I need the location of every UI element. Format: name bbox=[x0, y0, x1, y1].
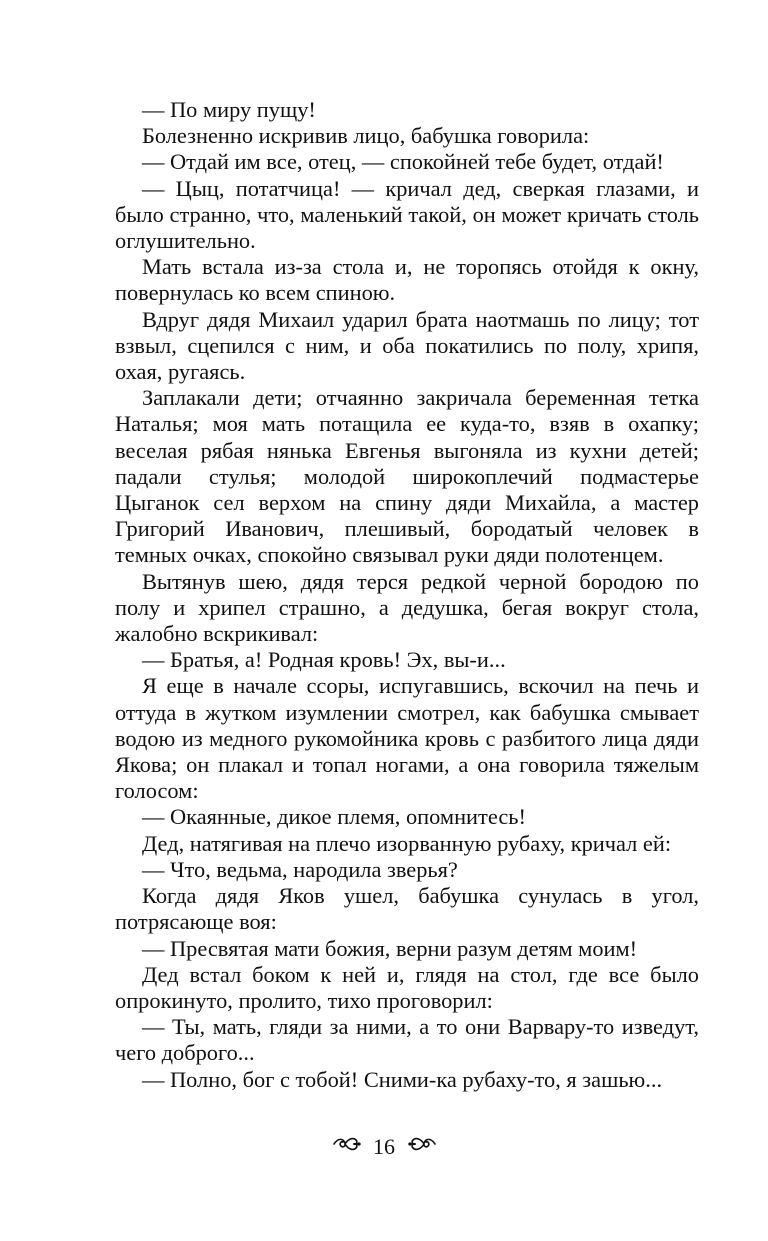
paragraph: Дед, натягивая на плечо изорванную рубаху, кричал ей: bbox=[142, 830, 672, 856]
paragraph: Дед встал боком к ней и, глядя на стол, где все было опрокинуто, пролито, тихо проговорил: bbox=[115, 961, 699, 1013]
paragraph: Мать встала из-за стола и, не торопясь отойдя к окну, повернулась ко всем спиною. bbox=[115, 254, 699, 306]
paragraph: — Цыц, потатчица! — кричал дед, сверкая глазами, и было странно, что, маленький такой, он может кричать столь оглушительно. bbox=[115, 175, 699, 254]
paragraph: — Братья, а! Родная кровь! Эх, вы-и... bbox=[142, 647, 506, 673]
paragraph: — Отдай им все, отец, — спокойней тебе будет, отдай! bbox=[142, 149, 664, 175]
paragraph: Когда дядя Яков ушел, бабушка сунулась в угол, потрясающе воя: bbox=[115, 883, 699, 935]
paragraph: — Полно, бог с тобой! Сними-ка рубаху-то, я зашью... bbox=[142, 1066, 663, 1092]
page-number: 16 bbox=[373, 1133, 395, 1159]
paragraph: — По миру пущу! bbox=[142, 97, 316, 122]
page-text-body bbox=[115, 97, 699, 1093]
paragraph: Заплакали дети; отчаянно закричала беременная тетка Наталья; моя мать потащила ее куда-то, взяв в охапку; веселая рябая нянька Евгенья выгоняла из кухни детей; падали стулья; молодой широкоплечий подмастерье Цыганок сел верхом на спину дяди Михайла, а мастер Григорий Иванович, плешивый, бородатый человек в темных очках, спокойно связывал руки дяди полотенцем. bbox=[115, 385, 699, 568]
page-footer bbox=[0, 1132, 768, 1161]
paragraph: Вытянув шею, дядя терся редкой черной бородою по полу и хрипел страшно, а дедушка, бегая вокруг стола, жалобно вскрикивал: bbox=[115, 568, 699, 647]
floral-ornament-icon bbox=[332, 1133, 362, 1161]
paragraph: — Что, ведьма, народила зверья? bbox=[142, 856, 458, 882]
paragraph: Я еще в начале ссоры, испугавшись, вскочил на печь и оттуда в жутком изумлении смотрел, как бабушка смывает водою из медного рукомойника кровь с разбитого лица дяди Якова; он плакал и топал ногами, а она говорила тяжелым голосом: bbox=[115, 673, 699, 804]
paragraph: — Ты, мать, гляди за ними, а то они Варвару-то изведут, чего доброго... bbox=[115, 1014, 699, 1066]
paragraph: — Пресвятая мати божия, верни разум детям моим! bbox=[142, 935, 638, 961]
paragraph: Болезненно искривив лицо, бабушка говорила: bbox=[142, 123, 590, 149]
paragraph: Вдруг дядя Михаил ударил брата наотмашь по лицу; тот взвыл, сцепился с ним, и оба покатились по полу, хрипя, охая, ругаясь. bbox=[115, 306, 699, 385]
floral-ornament-icon bbox=[407, 1133, 437, 1161]
paragraph: — Окаянные, дикое племя, опомнитесь! bbox=[142, 804, 526, 830]
